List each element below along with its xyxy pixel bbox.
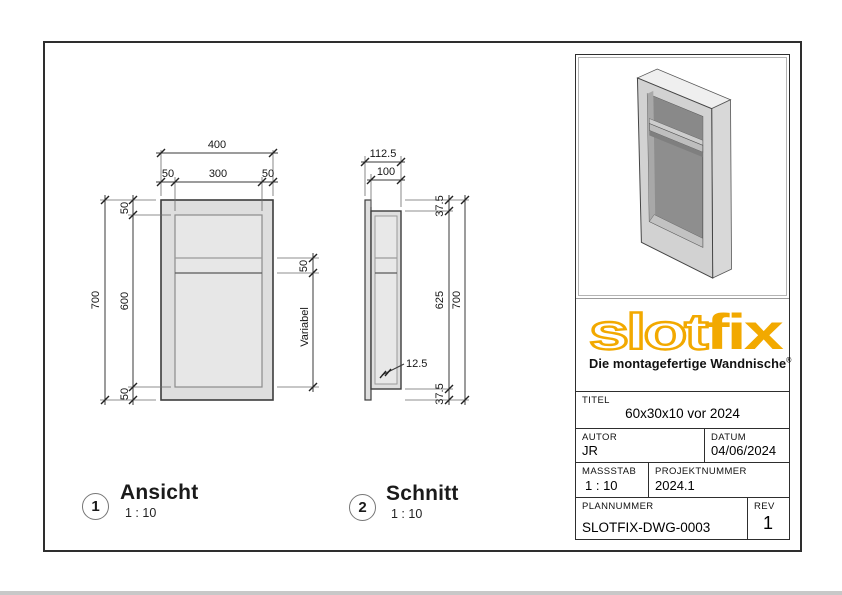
front-view-scale: 1 : 10 (125, 506, 157, 520)
slotfix-logo (589, 307, 785, 357)
section-view-drawing (340, 130, 480, 415)
dim-front-shelf-height: 50 (298, 259, 310, 273)
front-view-title: Ansicht (120, 481, 199, 504)
titel-row (576, 391, 789, 428)
plannummer-value: SLOTFIX-DWG-0003 (582, 520, 711, 535)
section-view-callout-circle (349, 494, 376, 521)
front-view-drawing (85, 130, 330, 415)
dim-front-total-width: 400 (207, 139, 227, 151)
dim-section-top-flange: 37.5 (434, 195, 446, 217)
autor-datum-divider (704, 429, 705, 462)
front-opening (175, 215, 262, 387)
dim-section-inner-depth: 100 (376, 166, 396, 178)
logo-tagline-text: Die montagefertige Wandnische (589, 356, 787, 371)
dim-front-opening-height: 600 (119, 291, 131, 311)
massstab-value: 1 : 10 (585, 478, 618, 493)
section-view-callout-number: 2 (358, 499, 367, 516)
dim-section-total-height: 700 (451, 290, 463, 310)
plannummer-label: PLANNUMMER (582, 501, 654, 512)
svg-text:slotfix (589, 307, 784, 357)
dim-front-opening-width: 300 (208, 168, 228, 180)
logo-word-fix: fix (705, 307, 758, 357)
dim-front-bottom-margin: 50 (119, 387, 131, 401)
logo-word-slot: slot (589, 307, 670, 357)
dim-front-left-margin: 50 (161, 168, 175, 180)
datum-value: 04/06/2024 (711, 443, 777, 458)
datum-label: DATUM (711, 432, 747, 443)
front-view-callout-circle (82, 493, 109, 520)
dim-front-top-margin: 50 (119, 201, 131, 215)
dim-section-inner-height: 625 (434, 290, 446, 310)
rev-value: 1 (762, 513, 773, 533)
dim-front-total-height: 700 (90, 290, 102, 310)
registered-mark: ® (786, 357, 792, 365)
iso-preview-cell (576, 55, 789, 298)
logo-cell (576, 298, 792, 391)
dim-front-right-margin: 50 (261, 168, 275, 180)
rev-label: REV (754, 501, 775, 512)
section-view-scale: 1 : 10 (391, 507, 423, 521)
massstab-label: MASSSTAB (582, 466, 637, 477)
section-view-title: Schnitt (386, 482, 459, 505)
section-cavity (375, 216, 397, 384)
title-block (575, 54, 790, 540)
front-view-callout-number: 1 (91, 498, 100, 515)
iso-3d-niche-image (579, 58, 786, 293)
projekt-value: 2024.1 (655, 478, 695, 493)
massstab-projekt-row (576, 462, 789, 497)
front-view-label (120, 482, 198, 520)
plannummer-rev-row (576, 497, 789, 539)
window-bottom-edge (0, 591, 842, 595)
autor-label: AUTOR (582, 432, 618, 443)
iso-preview-frame (578, 57, 787, 296)
dim-section-flange-thickness: 12.5 (406, 358, 428, 370)
massstab-projekt-divider (648, 463, 649, 497)
projekt-label: PROJEKTNUMMER (655, 466, 747, 477)
section-front-flange (365, 200, 371, 400)
autor-datum-row (576, 428, 789, 462)
dim-section-bottom-flange: 37.5 (434, 383, 446, 405)
section-view-label (386, 483, 459, 521)
dim-front-shelf-position: Variabel (299, 307, 311, 347)
titel-label: TITEL (582, 395, 610, 406)
autor-value: JR (582, 443, 598, 458)
logo-tagline (589, 356, 792, 371)
titel-value: 60x30x10 vor 2024 (625, 406, 740, 421)
dim-section-total-depth: 112.5 (369, 148, 397, 160)
